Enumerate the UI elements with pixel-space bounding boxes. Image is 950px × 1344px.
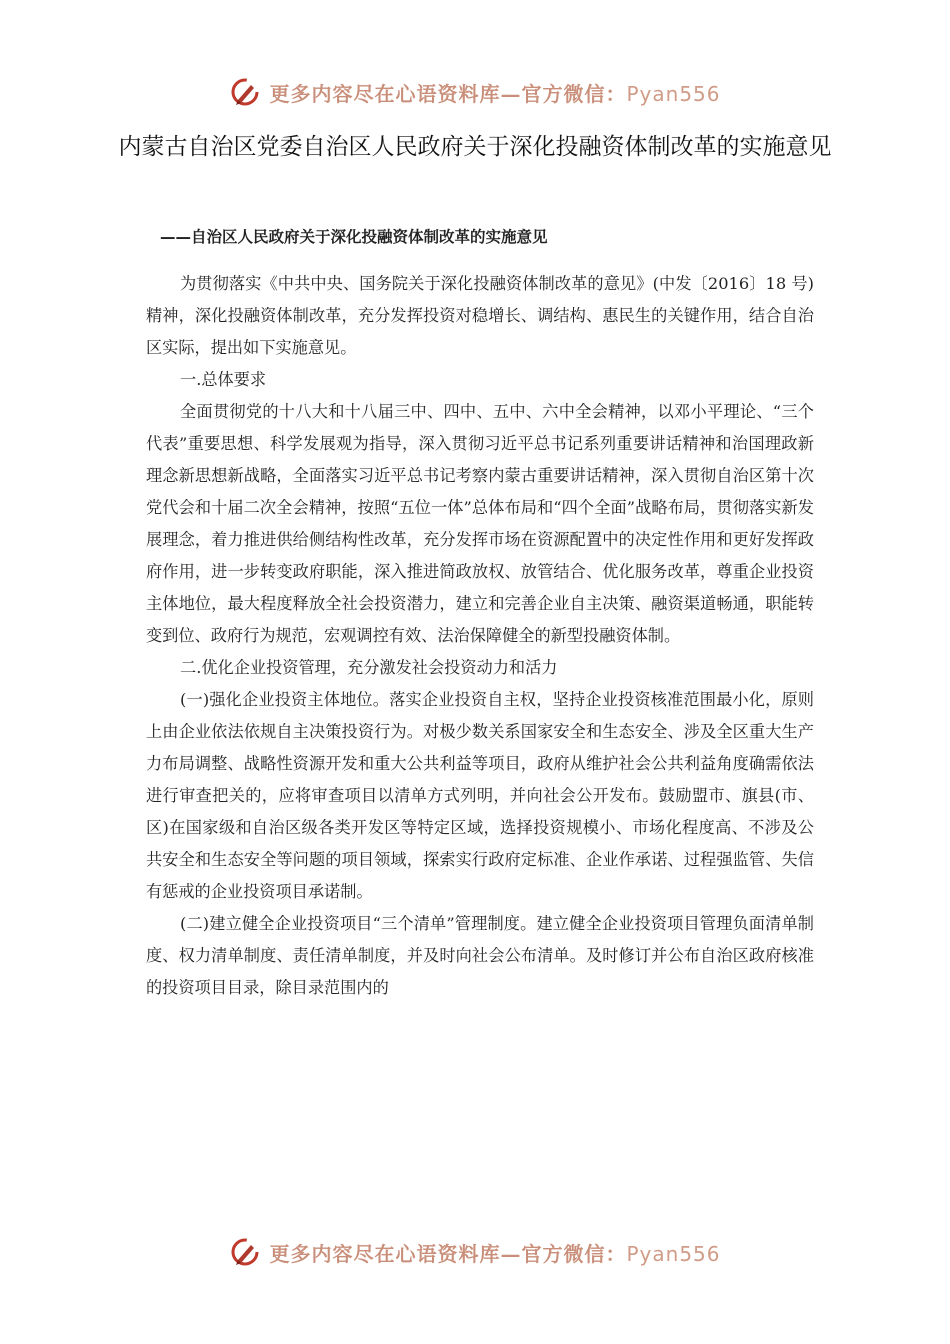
body-paragraph: (一)强化企业投资主体地位。落实企业投资自主权，坚持企业投资核准范围最小化，原则上由企业依法依规自主决策投资行为。对极少数关系国家安全和生态安全、涉及全区重大生产力布局调整、战略性资源开发和重大公共利益等项目，政府从维护社会公共利益角度确需依法进行审查把关的，应将审查项目以清单方式列明，并向社会公开发布。鼓励盟市、旗县(市、区)在国家级和自治区级各类开发区等特定区域，选择投资规模小、市场化程度高、不涉及公共安全和生态安全等问题的项目领域，探索实行政府定标准、企业作承诺、过程强监管、失信有惩戒的企业投资项目承诺制。 <box>146 690 814 901</box>
brush-pen-logo-icon <box>229 76 261 108</box>
document-title: 内蒙古自治区党委自治区人民政府关于深化投融资体制改革的实施意见 <box>118 134 832 160</box>
section-heading-1: 一.总体要求 <box>180 370 267 389</box>
body-paragraph: (二)建立健全企业投资项目“三个清单”管理制度。建立健全企业投资项目管理负面清单制度、权力清单制度、责任清单制度，并及时向社会公布清单。及时修订并公布自治区政府核准的投资项目目录，除目录范围内的 <box>146 914 814 997</box>
wechat-id: Pyan556 <box>626 81 721 106</box>
document-subtitle: ——自治区人民政府关于深化投融资体制改革的实施意见 <box>160 228 548 246</box>
section-heading-2: 二.优化企业投资管理，充分激发社会投资动力和活力 <box>180 658 558 677</box>
body-paragraph: 全面贯彻党的十八大和十八届三中、四中、五中、六中全会精神，以邓小平理论、“三个代表”重要思想、科学发展观为指导，深入贯彻习近平总书记系列重要讲话精神和治国理政新理念新思想新战略，全面落实习近平总书记考察内蒙古重要讲话精神，深入贯彻自治区第十次党代会和十届二次全会精神，按照“五位一体”总体布局和“四个全面”战略布局，贯彻落实新发展理念，着力推进供给侧结构性改革，充分发挥市场在资源配置中的决定性作用和更好发挥政府作用，进一步转变政府职能，深入推进简政放权、放管结合、优化服务改革，尊重企业投资主体地位，最大程度释放全社会投资潜力，建立和完善企业自主决策、融资渠道畅通，职能转变到位、政府行为规范，宏观调控有效、法治保障健全的新型投融资体制。 <box>146 402 814 645</box>
brush-pen-logo-icon <box>229 1236 261 1268</box>
banner-text: 更多内容尽在心语资料库—官方微信：Pyan556 <box>269 1241 721 1266</box>
header-banner <box>0 72 950 112</box>
footer-banner <box>0 1232 950 1272</box>
document-body <box>146 268 814 1004</box>
banner-text: 更多内容尽在心语资料库—官方微信：Pyan556 <box>269 81 721 106</box>
intro-paragraph: 为贯彻落实《中共中央、国务院关于深化投融资体制改革的意见》(中发〔2016〕18 号)精神，深化投融资体制改革，充分发挥投资对稳增长、调结构、惠民生的关键作用，结合自治区实际，提出如下实施意见。 <box>146 274 814 357</box>
wechat-id: Pyan556 <box>626 1241 721 1266</box>
